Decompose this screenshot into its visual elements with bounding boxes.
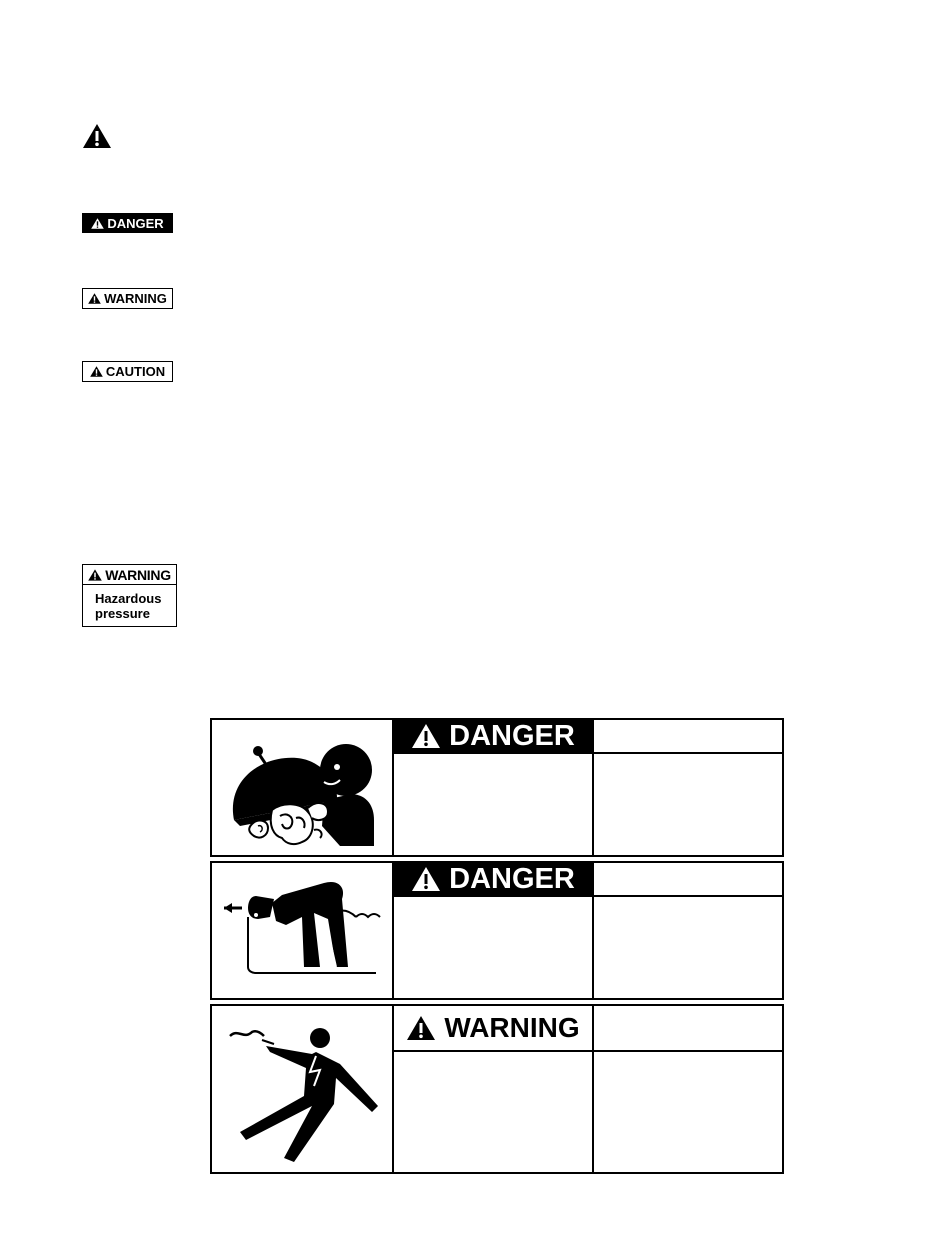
warning-signal-word-text: WARNING bbox=[444, 1012, 580, 1043]
caution-signal-word bbox=[82, 361, 173, 382]
translation-header bbox=[594, 1006, 782, 1052]
pictogram-panel bbox=[212, 1006, 394, 1172]
translation-column bbox=[594, 863, 782, 998]
danger-signal-word-text: DANGER bbox=[449, 862, 575, 895]
hazardous-pressure-heading bbox=[83, 565, 176, 585]
pictogram-panel bbox=[212, 863, 394, 998]
warning-label: WARNING bbox=[104, 291, 167, 306]
danger-decal-tank-explosion bbox=[210, 718, 784, 857]
signal-column bbox=[394, 863, 594, 998]
danger-signal-word-text: DANGER bbox=[449, 719, 575, 752]
hazardous-pressure-label bbox=[82, 564, 177, 627]
danger-label: DANGER bbox=[107, 215, 164, 231]
translation-header bbox=[594, 863, 782, 897]
hazardous-pressure-text bbox=[83, 585, 176, 621]
translation-header bbox=[594, 720, 782, 754]
translation-column bbox=[594, 1006, 782, 1172]
alert-triangle-icon bbox=[411, 866, 441, 892]
alert-triangle-icon bbox=[88, 293, 101, 304]
hazardous-pressure-line1: Hazardous bbox=[95, 591, 162, 606]
alert-triangle-icon bbox=[88, 569, 102, 581]
warning-signal-header bbox=[394, 1006, 592, 1052]
caution-label: CAUTION bbox=[105, 364, 166, 379]
danger-signal-word bbox=[82, 213, 173, 233]
warning-signal-word bbox=[82, 288, 173, 309]
hazardous-pressure-heading-text: WARNING bbox=[105, 566, 171, 583]
alert-triangle-icon bbox=[411, 723, 441, 749]
pictogram-panel bbox=[212, 720, 394, 855]
signal-column bbox=[394, 720, 594, 855]
alert-triangle-icon bbox=[91, 218, 104, 229]
alert-triangle-icon bbox=[90, 366, 103, 377]
translation-column bbox=[594, 720, 782, 855]
danger-decal-water-pump bbox=[210, 861, 784, 1000]
danger-signal-header bbox=[394, 720, 592, 754]
electric-shock-hazard-icon bbox=[212, 1006, 390, 1172]
alert-triangle-icon bbox=[406, 1015, 436, 1041]
safety-alert-icon bbox=[82, 123, 112, 149]
hazardous-pressure-line2: pressure bbox=[95, 606, 150, 621]
exploding-tank-hazard-icon bbox=[212, 720, 390, 855]
person-in-water-pump-hazard-icon bbox=[212, 863, 390, 998]
warning-decal-electric-shock bbox=[210, 1004, 784, 1174]
danger-signal-header bbox=[394, 863, 592, 897]
signal-column bbox=[394, 1006, 594, 1172]
